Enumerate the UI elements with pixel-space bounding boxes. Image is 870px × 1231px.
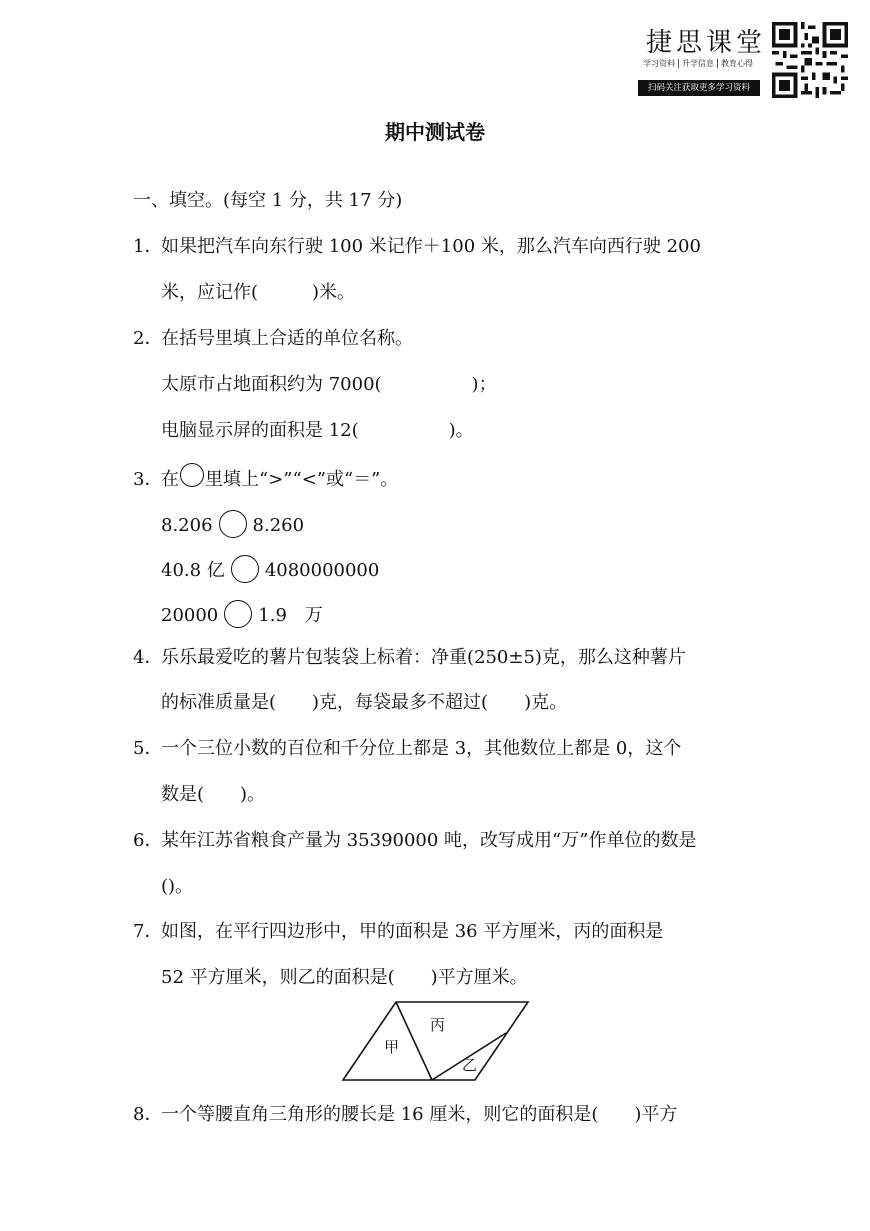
question-text-post: 里填上“>”“<”或“＝”。: [205, 469, 399, 490]
question-text: 某年江苏省粮食产量为 35390000 吨，改写成用“万”作单位的数是: [161, 830, 697, 851]
compare-circle-icon[interactable]: [224, 600, 252, 628]
question-number: 3．: [133, 469, 163, 490]
question-4: [133, 643, 686, 669]
question-2: [133, 324, 413, 350]
compare-right: 4080000000: [264, 560, 380, 581]
question-number: 4．: [133, 647, 163, 668]
question-number: 2．: [133, 328, 163, 349]
tag-admission: 升学信息: [679, 59, 718, 68]
tag-study: 学习资料: [640, 59, 679, 68]
segment-left: [396, 1002, 432, 1080]
question-number: 7．: [133, 921, 163, 942]
compare-left: 20000: [161, 605, 219, 626]
compare-left: 40.8 亿: [161, 560, 225, 581]
question-3: [133, 463, 398, 491]
question-7-line2: 52 平方厘米，则乙的面积是( )平方厘米。: [161, 967, 528, 988]
scan-banner: 扫码关注获取更多学习资料: [638, 80, 760, 96]
region-label-c: 乙: [462, 1056, 478, 1074]
question-4-line2: 的标准质量是( )克，每袋最多不超过( )克。: [161, 692, 568, 713]
question-2-line2: 太原市占地面积约为 7000( )；: [161, 374, 497, 395]
brand-name: 捷思课堂: [646, 28, 767, 58]
question-number: 8．: [133, 1104, 163, 1125]
parallelogram-figure: [340, 1000, 530, 1086]
compare-right: 1.9 万: [258, 605, 323, 626]
question-7: [133, 917, 663, 943]
question-1: [133, 232, 701, 258]
parallelogram-outline: [343, 1002, 528, 1080]
page-title: 期中测试卷: [385, 120, 485, 144]
question-text: 一个三位小数的百位和千分位上都是 3，其他数位上都是 0，这个: [161, 738, 682, 759]
question-6: [133, 826, 696, 852]
question-text: 一个等腰直角三角形的腰长是 16 厘米，则它的面积是( )平方: [161, 1104, 678, 1125]
question-number: 6．: [133, 830, 163, 851]
question-number: 5．: [133, 738, 163, 759]
question-number: 1．: [133, 236, 163, 257]
compare-left: 8.206: [161, 515, 213, 536]
compare-row-3: [161, 600, 323, 628]
tag-education: 教育心得: [721, 59, 753, 68]
compare-circle-icon: [180, 463, 204, 487]
question-5-line2: 数是( )。: [161, 784, 266, 805]
question-text: 乐乐最爱吃的薯片包装袋上标着：净重(250±5)克，那么这种薯片: [161, 647, 686, 668]
question-text: 如果把汽车向东行驶 100 米记作＋100 米，那么汽车向西行驶 200: [161, 236, 701, 257]
qr-code-icon: [772, 22, 848, 98]
brand-tags: [640, 58, 756, 69]
question-text: 如图，在平行四边形中，甲的面积是 36 平方厘米，丙的面积是: [161, 921, 664, 942]
question-5: [133, 734, 681, 760]
question-2-line3: 电脑显示屏的面积是 12( )。: [161, 420, 474, 441]
compare-circle-icon[interactable]: [231, 555, 259, 583]
question-1-line2: 米，应记作( )米。: [161, 282, 356, 303]
question-text: 在括号里填上合适的单位名称。: [161, 328, 413, 349]
question-text-pre: 在: [161, 469, 179, 490]
compare-right: 8.260: [252, 515, 305, 536]
compare-circle-icon[interactable]: [219, 510, 247, 538]
section-heading: 一、填空。(每空 1 分，共 17 分): [133, 190, 403, 211]
region-label-b: 丙: [430, 1016, 446, 1034]
region-label-a: 甲: [384, 1038, 400, 1056]
question-6-line2: ()。: [161, 876, 194, 897]
compare-row-1: [161, 510, 304, 538]
compare-row-2: [161, 555, 379, 583]
question-8: [133, 1100, 677, 1126]
